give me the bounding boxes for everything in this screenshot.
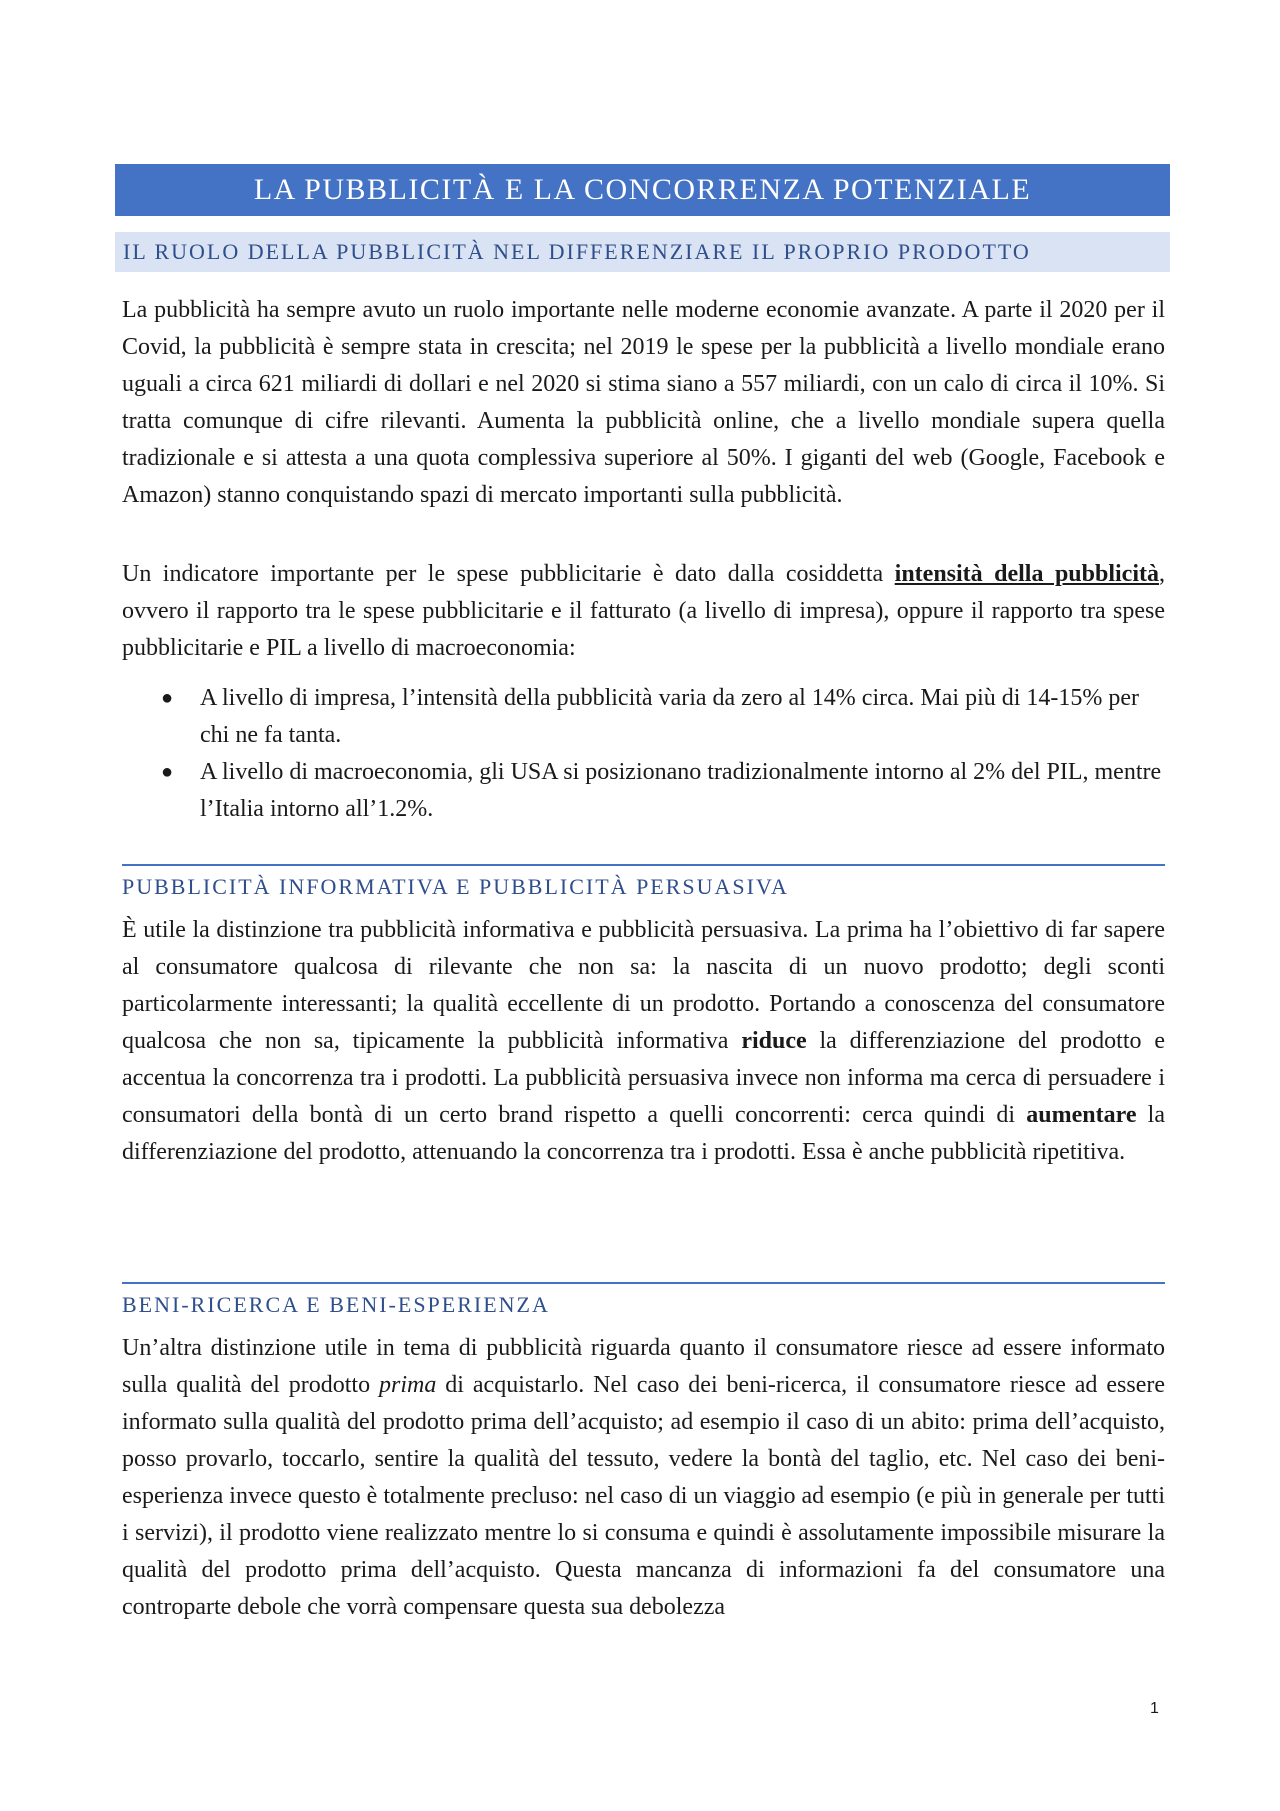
paragraph-text: di acquistarlo. Nel caso dei beni-ricerca, il consumatore riesce ad essere informato sulla qualità del prodotto prima dell’acquisto; ad esempio il caso di un abito: prima dell’acquisto, posso provarlo, toccarlo, sentire la qualità del tessuto, vedere la bontà del taglio, etc. Nel caso dei beni-esperienza invece questo è totalmente precluso: nel caso di un viaggio ad esempio (e più in generale per tutti i servizi), il prodotto viene realizzato mentre lo si consuma e quindi è assolutamente impossibile misurare la qualità del prodotto prima dell’acquisto. Questa mancanza di informazioni fa del consumatore una controparte debole che vorrà compensare questa sua debolezza	[122, 1372, 1165, 1620]
paragraph-text: , ovvero il rapporto tra le spese pubblicitarie e il fatturato (a livello di impresa), oppure il rapporto tra spese pubblicitarie e PIL a livello di macroeconomia:	[122, 561, 1165, 661]
list-item	[122, 754, 1165, 828]
list-item-text: A livello di impresa, l’intensità della pubblicità varia da zero al 14% circa. Mai più di 14-15% per chi ne fa tanta.	[200, 685, 1140, 748]
section-subtitle: IL RUOLO DELLA PUBBLICITÀ NEL DIFFERENZIARE IL PROPRIO PRODOTTO	[115, 232, 1170, 272]
key-term-advertising-intensity: intensità della pubblicità	[894, 561, 1159, 587]
paragraph-advertising-intensity	[122, 556, 1165, 667]
bullet-icon: ●	[161, 687, 174, 709]
section-heading-informative-persuasive: PUBBLICITÀ INFORMATIVA E PUBBLICITÀ PERSUASIVA	[122, 874, 789, 899]
paragraph-text: È utile la distinzione tra pubblicità informativa e pubblicità persuasiva. La prima ha l’obiettivo di far sapere al consumatore qualcosa di rilevante che non sa: la nascita di un nuovo prodotto; degli sconti particolarmente interessanti; la qualità eccellente di un prodotto. Portando a conoscenza del consumatore qualcosa che non sa, tipicamente la pubblicità informativa	[122, 917, 1165, 1054]
paragraph-informative-persuasive	[122, 912, 1165, 1171]
page-number: 1	[1150, 1700, 1159, 1717]
paragraph-text: la differenziazione del prodotto, attenuando la concorrenza tra i prodotti. Essa è anche pubblicità ripetitiva.	[122, 1102, 1165, 1165]
bullet-list	[122, 680, 1165, 828]
bold-term-aumentare: aumentare	[1026, 1102, 1137, 1128]
paragraph-text: Un indicatore importante per le spese pubblicitarie è dato dalla cosiddetta	[122, 561, 895, 587]
list-item	[122, 680, 1165, 754]
paragraph-text: Un’altra distinzione utile in tema di pubblicità riguarda quanto il consumatore riesce ad essere informato sulla qualità del prodotto	[122, 1335, 1165, 1398]
section-divider	[122, 864, 1165, 866]
italic-term-prima: prima	[379, 1372, 437, 1398]
section-divider	[122, 1282, 1165, 1284]
paragraph-text: la differenziazione del prodotto e accentua la concorrenza tra i prodotti. La pubblicità persuasiva invece non informa ma cerca di persuadere i consumatori della bontà di un certo brand rispetto a quelli concorrenti: cerca quindi di	[122, 1028, 1165, 1128]
page-title: LA PUBBLICITÀ E LA CONCORRENZA POTENZIALE	[115, 164, 1170, 216]
bold-term-riduce: riduce	[741, 1028, 807, 1054]
section-heading-search-experience-goods: BENI-RICERCA E BENI-ESPERIENZA	[122, 1292, 550, 1317]
paragraph-advertising-role: La pubblicità ha sempre avuto un ruolo importante nelle moderne economie avanzate. A parte il 2020 per il Covid, la pubblicità è sempre stata in crescita; nel 2019 le spese per la pubblicità a livello mondiale erano uguali a circa 621 miliardi di dollari e nel 2020 si stima siano a 557 miliardi, con un calo di circa il 10%. Si tratta comunque di cifre rilevanti. Aumenta la pubblicità online, che a livello mondiale supera quella tradizionale e si attesta a una quota complessiva superiore al 50%. I giganti del web (Google, Facebook e Amazon) stanno conquistando spazi di mercato importanti sulla pubblicità.	[122, 297, 1165, 508]
list-item-text: A livello di macroeconomia, gli USA si posizionano tradizionalmente intorno al 2% del PIL, mentre l’Italia intorno all’1.2%.	[200, 759, 1162, 822]
bullet-icon: ●	[161, 761, 174, 783]
paragraph-search-experience-goods	[122, 1330, 1165, 1626]
